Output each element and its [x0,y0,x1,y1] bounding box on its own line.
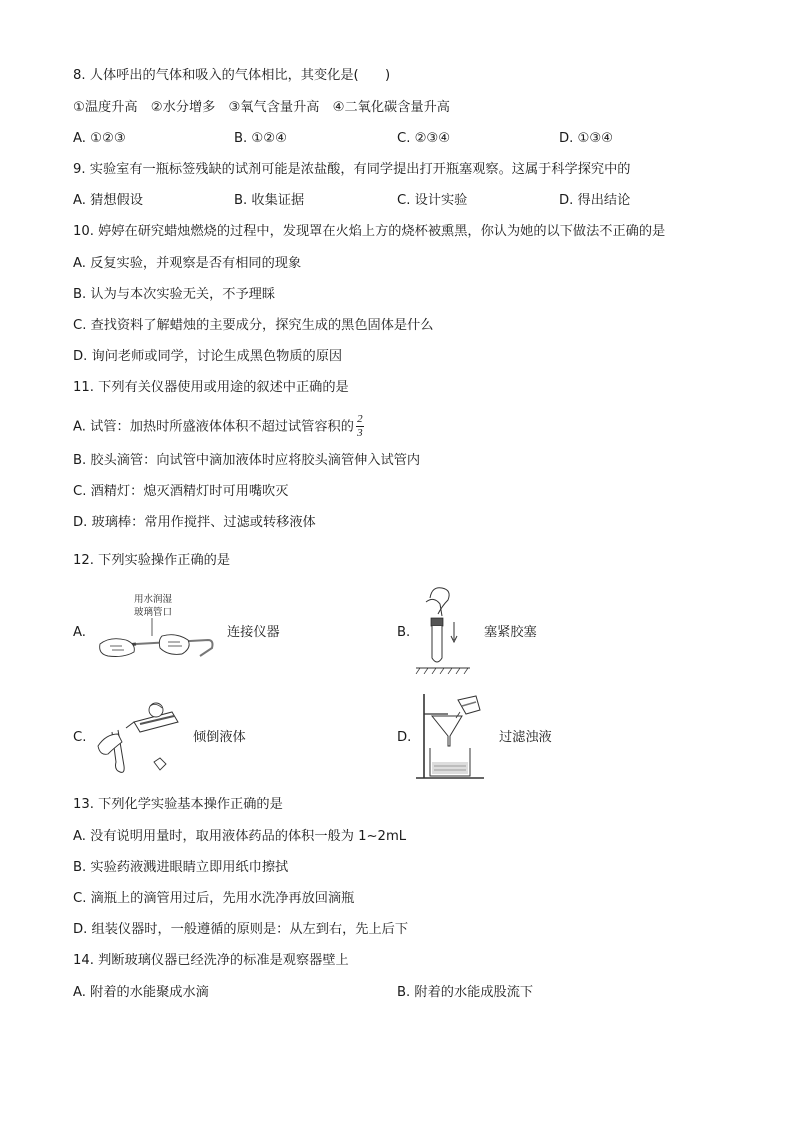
q13-option-d: D. 组装仪器时，一般遵循的原则是：从左到右，先上后下 [73,922,409,937]
q11-option-d: D. 玻璃棒：常用作搅拌、过滤或转移液体 [73,515,316,530]
q12-option-d-text: 过滤浊液 [499,730,552,745]
q14-option-a: A. 附着的水能聚成水滴 [73,985,209,1000]
q11-option-a-text: A. 试管：加热时所盛液体体积不超过试管容积的 [73,419,354,435]
q9-option-d: D. 得出结论 [559,193,631,208]
filtration-illustration [414,692,488,784]
q14-stem: 14. 判断玻璃仪器已经洗净的标准是观察器壁上 [73,953,349,968]
fraction [356,414,364,439]
q11-option-b: B. 胶头滴管：向试管中滴加液体时应将胶头滴管伸入试管内 [73,453,421,468]
q12-a-caption-line2: 玻璃管口 [134,607,173,618]
q10-option-b: B. 认为与本次实验无关，不予理睬 [73,287,276,302]
q12-stem: 12. 下列实验操作正确的是 [73,553,231,568]
q8-items: ①温度升高 ②水分增多 ③氧气含量升高 ④二氧化碳含量升高 [73,100,450,115]
q11-stem: 11. 下列有关仪器使用或用途的叙述中正确的是 [73,380,349,395]
q9-option-c: C. 设计实验 [397,193,468,208]
fraction-numerator: 2 [357,413,363,425]
q12-option-b-text: 塞紧胶塞 [484,625,537,640]
q8-option-c: C. ②③④ [397,131,451,146]
q13-option-c: C. 滴瓶上的滴管用过后，先用水洗净再放回滴瓶 [73,891,355,906]
q13-stem: 13. 下列化学实验基本操作正确的是 [73,797,283,812]
q11-option-c: C. 酒精灯：熄灭酒精灯时可用嘴吹灭 [73,484,289,499]
q10-option-c: C. 查找资料了解蜡烛的主要成分，探究生成的黑色固体是什么 [73,318,434,333]
pour-liquid-illustration [94,698,186,778]
q9-option-a: A. 猜想假设 [73,193,143,208]
q12-option-a-letter: A. [73,625,86,640]
q8-option-b: B. ①②④ [234,131,287,146]
q9-stem: 9. 实验室有一瓶标签残缺的试剂可能是浓盐酸，有同学提出打开瓶塞观察。这属于科学探究中的 [73,162,631,177]
q13-option-b: B. 实验药液溅进眼睛立即用纸巾擦拭 [73,860,289,875]
q13-option-a: A. 没有说明用量时，取用液体药品的体积一般为 1~2mL [73,829,407,844]
q12-option-c-text: 倾倒液体 [193,730,246,745]
q12-option-b-letter: B. [397,625,411,640]
q8-option-d: D. ①③④ [559,131,614,146]
fraction-denominator: 3 [357,427,363,439]
q8-option-a: A. ①②③ [73,131,126,146]
q12-a-caption-line1: 用水润湿 [134,594,173,605]
stopper-test-tube-illustration [412,584,474,674]
q12-option-a-text: 连接仪器 [227,625,280,640]
q11-option-a [73,414,364,439]
q10-option-a: A. 反复实验，并观察是否有相同的现象 [73,256,302,271]
connect-apparatus-illustration [96,618,218,664]
q8-stem: 8. 人体呼出的气体和吸入的气体相比，其变化是( ) [73,68,391,83]
q12-option-c-letter: C. [73,730,87,745]
q10-option-d: D. 询问老师或同学，讨论生成黑色物质的原因 [73,349,343,364]
q14-option-b: B. 附着的水能成股流下 [397,985,534,1000]
q10-stem: 10. 婷婷在研究蜡烛燃烧的过程中，发现罩在火焰上方的烧杯被熏黑，你认为她的以下做法不正确的是 [73,224,666,239]
q9-option-b: B. 收集证据 [234,193,305,208]
q12-option-d-letter: D. [397,730,412,745]
